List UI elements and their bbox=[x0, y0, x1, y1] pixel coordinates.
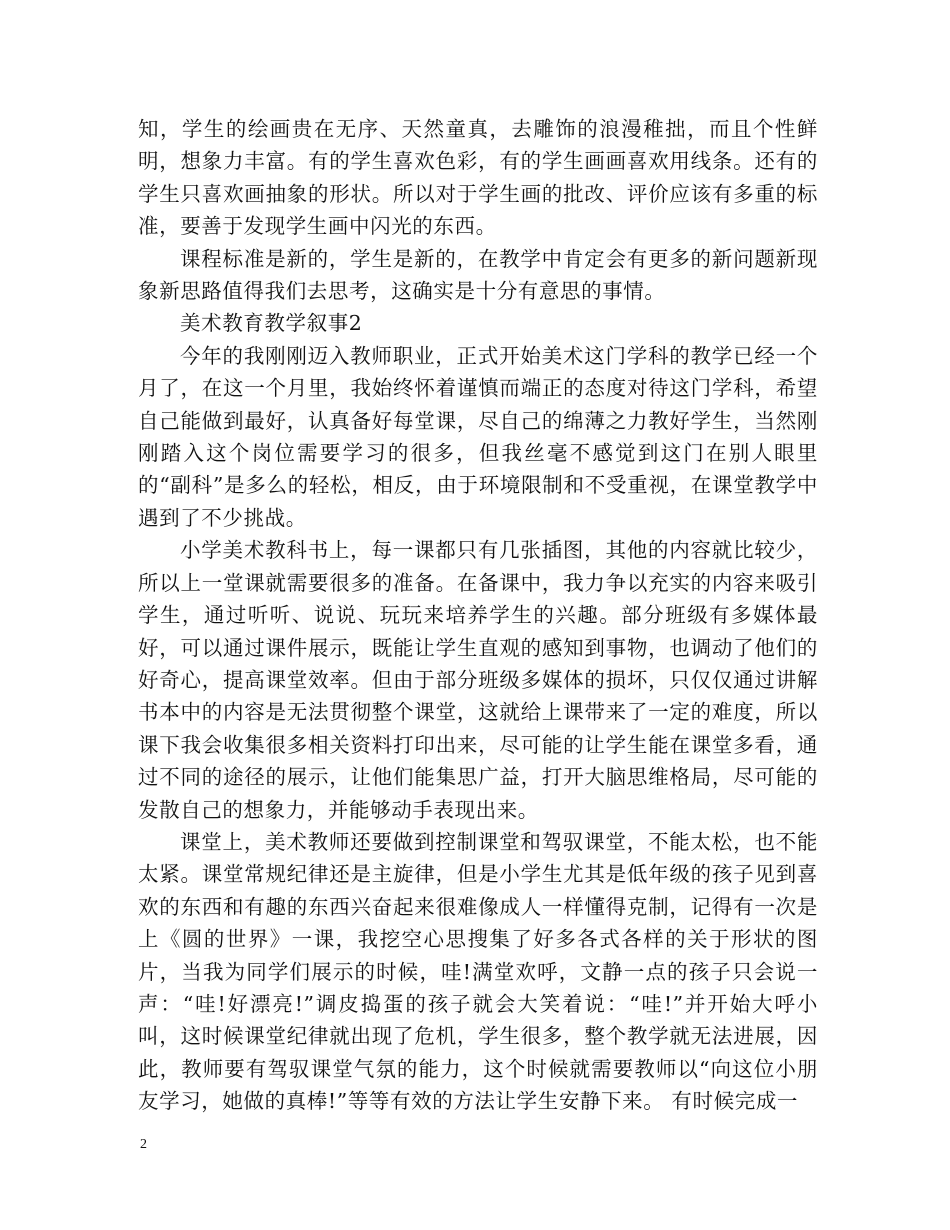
section-heading: 美术教育教学叙事2 bbox=[180, 311, 363, 336]
document-body bbox=[138, 113, 818, 1118]
paragraph-classroom-control: 课堂上，美术教师还要做到控制课堂和驾驭课堂，不能太松，也不能太紧。课堂常规纪律还是主旋律，但是小学生尤其是低年级的孩子见到喜欢的东西和有趣的东西兴奋起来很难像成人一样懂得克制，记得有一次是上《圆的世界》一课，我挖空心思搜集了好多各式各样的关于形状的图片，当我为同学们展示的时候，哇!满堂欢呼，文静一点的孩子只会说一声：“哇!好漂亮!”调皮捣蛋的孩子就会大笑着说：“哇!”并开始大呼小叫，这时候课堂纪律就出现了危机，学生很多，整个教学就无法进展，因此，教师要有驾驭课堂气氛的能力，这个时候就需要教师以“向这位小朋友学习，她做的真棒!”等等有效的方法让学生安静下来。 有时候完成一 bbox=[138, 829, 818, 1114]
paragraph-textbook-preparation: 小学美术教科书上，每一课都只有几张插图，其他的内容就比较少，所以上一堂课就需要很多的准备。在备课中，我力争以充实的内容来吸引学生，通过听听、说说、玩玩来培养学生的兴趣。部分班级有多媒体最好，可以通过课件展示，既能让学生直观的感知到事物，也调动了他们的好奇心，提高课堂效率。但由于部分班级多媒体的损坏，只仅仅通过讲解书本中的内容是无法贯彻整个课堂，这就给上课带来了一定的难度，所以课下我会收集很多相关资料打印出来，尽可能的让学生能在课堂多看，通过不同的途径的展示，让他们能集思广益，打开大脑思维格局，尽可能的发散自己的想象力，并能够动手表现出来。 bbox=[138, 538, 818, 822]
paragraph-continuation: 知，学生的绘画贵在无序、天然童真，去雕饰的浪漫稚拙，而且个性鲜明，想象力丰富。有的学生喜欢色彩，有的学生画画喜欢用线条。还有的学生只喜欢画抽象的形状。所以对于学生画的批改、评价应该有多重的标准，要善于发现学生画中闪光的东西。 bbox=[138, 117, 818, 239]
paragraph-curriculum-standard: 课程标准是新的，学生是新的，在教学中肯定会有更多的新问题新现象新思路值得我们去思考，这确实是十分有意思的事情。 bbox=[138, 246, 818, 304]
page-number: 2 bbox=[140, 1137, 147, 1152]
paragraph-new-teacher: 今年的我刚刚迈入教师职业，正式开始美术这门学科的教学已经一个月了，在这一个月里，我始终怀着谨慎而端正的态度对待这门学科，希望自己能做到最好，认真备好每堂课，尽自己的绵薄之力教好学生，当然刚刚踏入这个岗位需要学习的很多，但我丝毫不感觉到这门在别人眼里的“副科”是多么的轻松，相反，由于环境限制和不受重视，在课堂教学中遇到了不少挑战。 bbox=[138, 343, 818, 530]
